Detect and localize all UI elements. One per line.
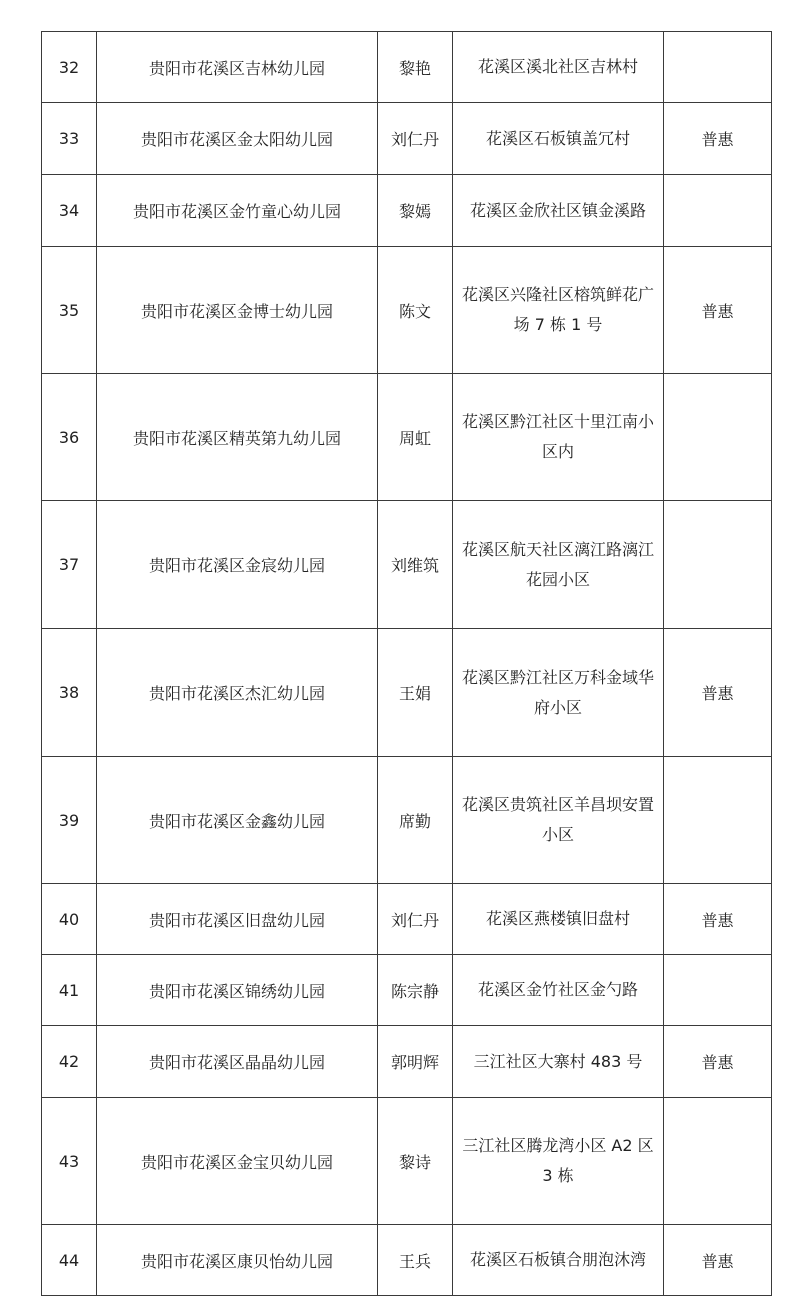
kindergarten-name: 贵阳市花溪区金博士幼儿园 [97, 247, 378, 374]
type-badge [664, 32, 772, 103]
address: 花溪区金竹社区金勺路 [453, 955, 664, 1026]
type-badge [664, 501, 772, 629]
kindergarten-table [41, 31, 772, 1296]
contact-person: 黎艳 [378, 32, 453, 103]
row-number: 34 [42, 175, 97, 247]
contact-person: 王娟 [378, 629, 453, 757]
address: 花溪区石板镇合朋泡沐湾 [453, 1225, 664, 1296]
type-badge [664, 757, 772, 884]
type-badge [664, 374, 772, 501]
type-badge [664, 175, 772, 247]
address: 花溪区黔江社区十里江南小区内 [453, 374, 664, 501]
contact-person: 刘维筑 [378, 501, 453, 629]
table-row [42, 103, 772, 175]
kindergarten-name: 贵阳市花溪区精英第九幼儿园 [97, 374, 378, 501]
row-number: 41 [42, 955, 97, 1026]
contact-person: 黎嫣 [378, 175, 453, 247]
row-number: 36 [42, 374, 97, 501]
table-row [42, 1225, 772, 1296]
contact-person: 黎诗 [378, 1098, 453, 1225]
contact-person: 席勤 [378, 757, 453, 884]
row-number: 44 [42, 1225, 97, 1296]
table-body [42, 32, 772, 1296]
type-badge: 普惠 [664, 247, 772, 374]
kindergarten-name: 贵阳市花溪区吉林幼儿园 [97, 32, 378, 103]
table-row [42, 175, 772, 247]
row-number: 38 [42, 629, 97, 757]
address: 花溪区贵筑社区羊昌坝安置小区 [453, 757, 664, 884]
type-badge: 普惠 [664, 629, 772, 757]
address: 花溪区航天社区漓江路漓江花园小区 [453, 501, 664, 629]
type-badge [664, 1098, 772, 1225]
contact-person: 郭明辉 [378, 1026, 453, 1098]
address: 花溪区溪北社区吉林村 [453, 32, 664, 103]
kindergarten-name: 贵阳市花溪区金太阳幼儿园 [97, 103, 378, 175]
address: 三江社区腾龙湾小区 A2 区 3 栋 [453, 1098, 664, 1225]
table-row [42, 757, 772, 884]
kindergarten-name: 贵阳市花溪区金竹童心幼儿园 [97, 175, 378, 247]
type-badge: 普惠 [664, 884, 772, 955]
type-badge: 普惠 [664, 103, 772, 175]
row-number: 42 [42, 1026, 97, 1098]
table-row [42, 32, 772, 103]
kindergarten-name: 贵阳市花溪区金鑫幼儿园 [97, 757, 378, 884]
table-row [42, 247, 772, 374]
table-row [42, 1098, 772, 1225]
contact-person: 刘仁丹 [378, 103, 453, 175]
row-number: 39 [42, 757, 97, 884]
kindergarten-name: 贵阳市花溪区旧盘幼儿园 [97, 884, 378, 955]
type-badge: 普惠 [664, 1225, 772, 1296]
address: 花溪区燕楼镇旧盘村 [453, 884, 664, 955]
table-row [42, 374, 772, 501]
kindergarten-name: 贵阳市花溪区金宸幼儿园 [97, 501, 378, 629]
kindergarten-name: 贵阳市花溪区金宝贝幼儿园 [97, 1098, 378, 1225]
type-badge [664, 955, 772, 1026]
contact-person: 王兵 [378, 1225, 453, 1296]
address: 花溪区石板镇盖冗村 [453, 103, 664, 175]
row-number: 40 [42, 884, 97, 955]
row-number: 43 [42, 1098, 97, 1225]
kindergarten-name: 贵阳市花溪区锦绣幼儿园 [97, 955, 378, 1026]
kindergarten-name: 贵阳市花溪区晶晶幼儿园 [97, 1026, 378, 1098]
kindergarten-name: 贵阳市花溪区康贝怡幼儿园 [97, 1225, 378, 1296]
address: 花溪区兴隆社区榕筑鲜花广场 7 栋 1 号 [453, 247, 664, 374]
contact-person: 陈宗静 [378, 955, 453, 1026]
table-row [42, 629, 772, 757]
address: 花溪区金欣社区镇金溪路 [453, 175, 664, 247]
kindergarten-name: 贵阳市花溪区杰汇幼儿园 [97, 629, 378, 757]
contact-person: 刘仁丹 [378, 884, 453, 955]
contact-person: 周虹 [378, 374, 453, 501]
row-number: 35 [42, 247, 97, 374]
table-row [42, 1026, 772, 1098]
row-number: 33 [42, 103, 97, 175]
table-row [42, 501, 772, 629]
address: 三江社区大寨村 483 号 [453, 1026, 664, 1098]
contact-person: 陈文 [378, 247, 453, 374]
table-row [42, 955, 772, 1026]
row-number: 32 [42, 32, 97, 103]
address: 花溪区黔江社区万科金域华府小区 [453, 629, 664, 757]
type-badge: 普惠 [664, 1026, 772, 1098]
table-row [42, 884, 772, 955]
row-number: 37 [42, 501, 97, 629]
